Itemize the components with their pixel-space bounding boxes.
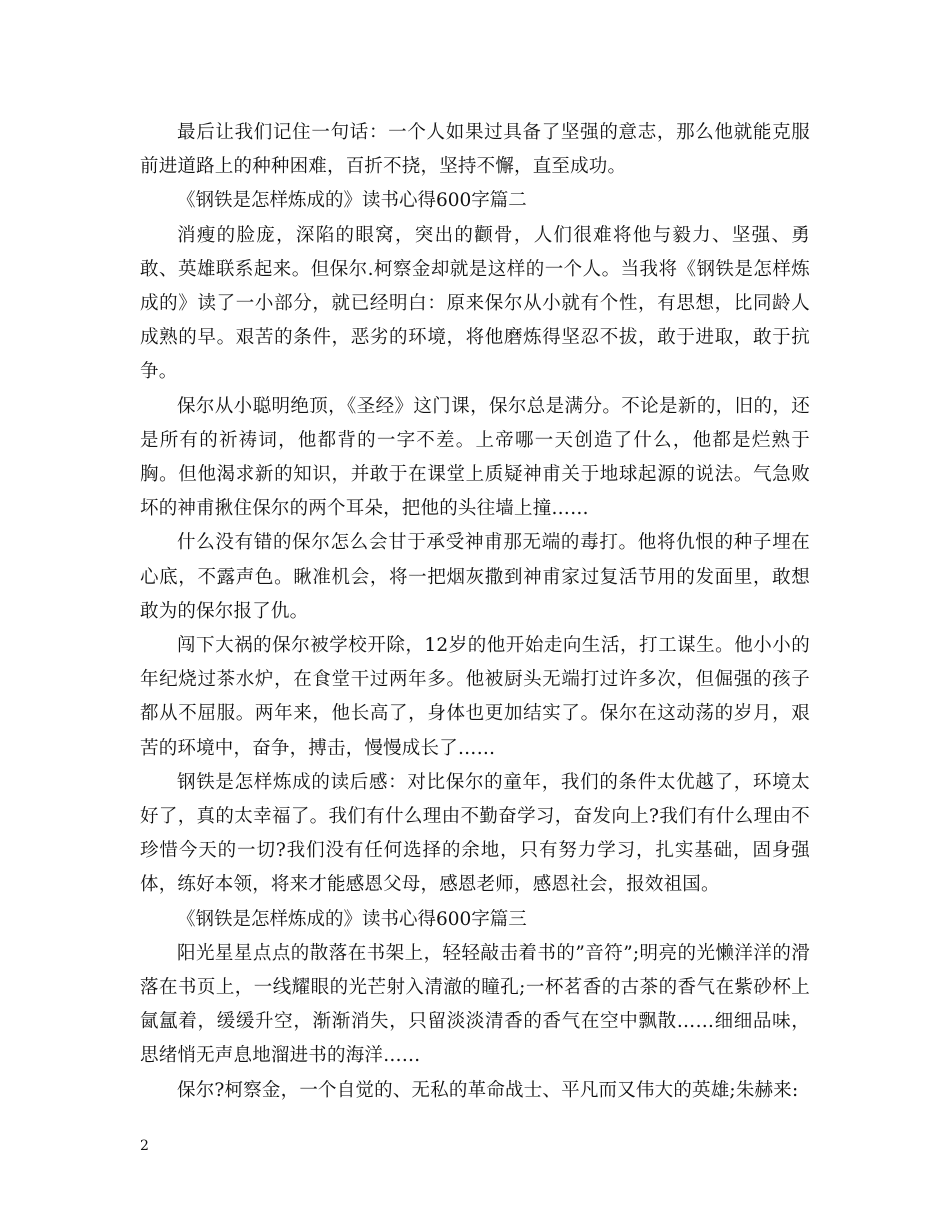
paragraph-sunlight: 阳光星星点点的散落在书架上，轻轻敲击着书的”音符”;明亮的光懒洋洋的滑落在书页上，一线耀眼的光芒射入清澈的瞳孔;一杯茗香的古茶的香气在紫砂杯上氤氲着，缓缓升空，渐渐消失，只留淡淡清香的香气在空中飘散……细细品味，思绪悄无声息地溜进书的海洋…… xyxy=(140,942,810,1067)
paragraph-closing-quote: 最后让我们记住一句话：一个人如果过具备了坚强的意志，那么他就能克服前进道路上的种种困难，百折不挠，坚持不懈，直至成功。 xyxy=(140,122,810,178)
section-heading-part-three: 《钢铁是怎样炼成的》读书心得600字篇三 xyxy=(177,908,527,930)
paragraph-expelled: 闯下大祸的保尔被学校开除，12岁的他开始走向生活，打工谋生。他小小的年纪烧过茶水炉，在食堂干过两年多。他被厨头无端打过许多次，但倔强的孩子都从不屈服。两年来，他长高了，身体也更加结实了。保尔在这动荡的岁月，艰苦的环境中，奋争，搏击，慢慢成长了…… xyxy=(140,635,810,759)
paragraph-korchagin: 保尔?柯察金，一个自觉的、无私的革命战士、平凡而又伟大的英雄;朱赫来: xyxy=(177,1079,799,1101)
paragraph-reflection: 钢铁是怎样炼成的读后感：对比保尔的童年，我们的条件太优越了，环境太好了，真的太幸福了。我们有什么理由不勤奋学习，奋发向上?我们有什么理由不珍惜今天的一切?我们没有任何选择的余地，只有努力学习，扎实基础，固身强体，练好本领，将来才能感恩父母，感恩老师，感恩社会，报效祖国。 xyxy=(140,771,810,896)
page-number: 2 xyxy=(140,1138,149,1154)
section-heading-part-two: 《钢铁是怎样炼成的》读书心得600字篇二 xyxy=(177,190,527,212)
paragraph-intro-pavel: 消瘦的脸庞，深陷的眼窝，突出的颧骨，人们很难将他与毅力、坚强、勇敢、英雄联系起来。但保尔.柯察金却就是这样的一个人。当我将《钢铁是怎样炼成的》读了一小部分，就已经明白：原来保尔从小就有个性，有思想，比同龄人成熟的早。艰苦的条件，恶劣的环境，将他磨炼得坚忍不拔，敢于进取，敢于抗争。 xyxy=(140,224,810,383)
document-body xyxy=(140,116,810,1108)
paragraph-bible-class: 保尔从小聪明绝顶，《圣经》这门课，保尔总是满分。不论是新的，旧的，还是所有的祈祷词，他都背的一字不差。上帝哪一天创造了什么，他都是烂熟于胸。但他渴求新的知识，并敢于在课堂上质疑神甫关于地球起源的说法。气急败坏的神甫揪住保尔的两个耳朵，把他的头往墙上撞…… xyxy=(140,395,810,520)
paragraph-revenge: 什么没有错的保尔怎么会甘于承受神甫那无端的毒打。他将仇恨的种子埋在心底，不露声色。瞅准机会，将一把烟灰撒到神甫家过复活节用的发面里，敢想敢为的保尔报了仇。 xyxy=(140,532,810,622)
